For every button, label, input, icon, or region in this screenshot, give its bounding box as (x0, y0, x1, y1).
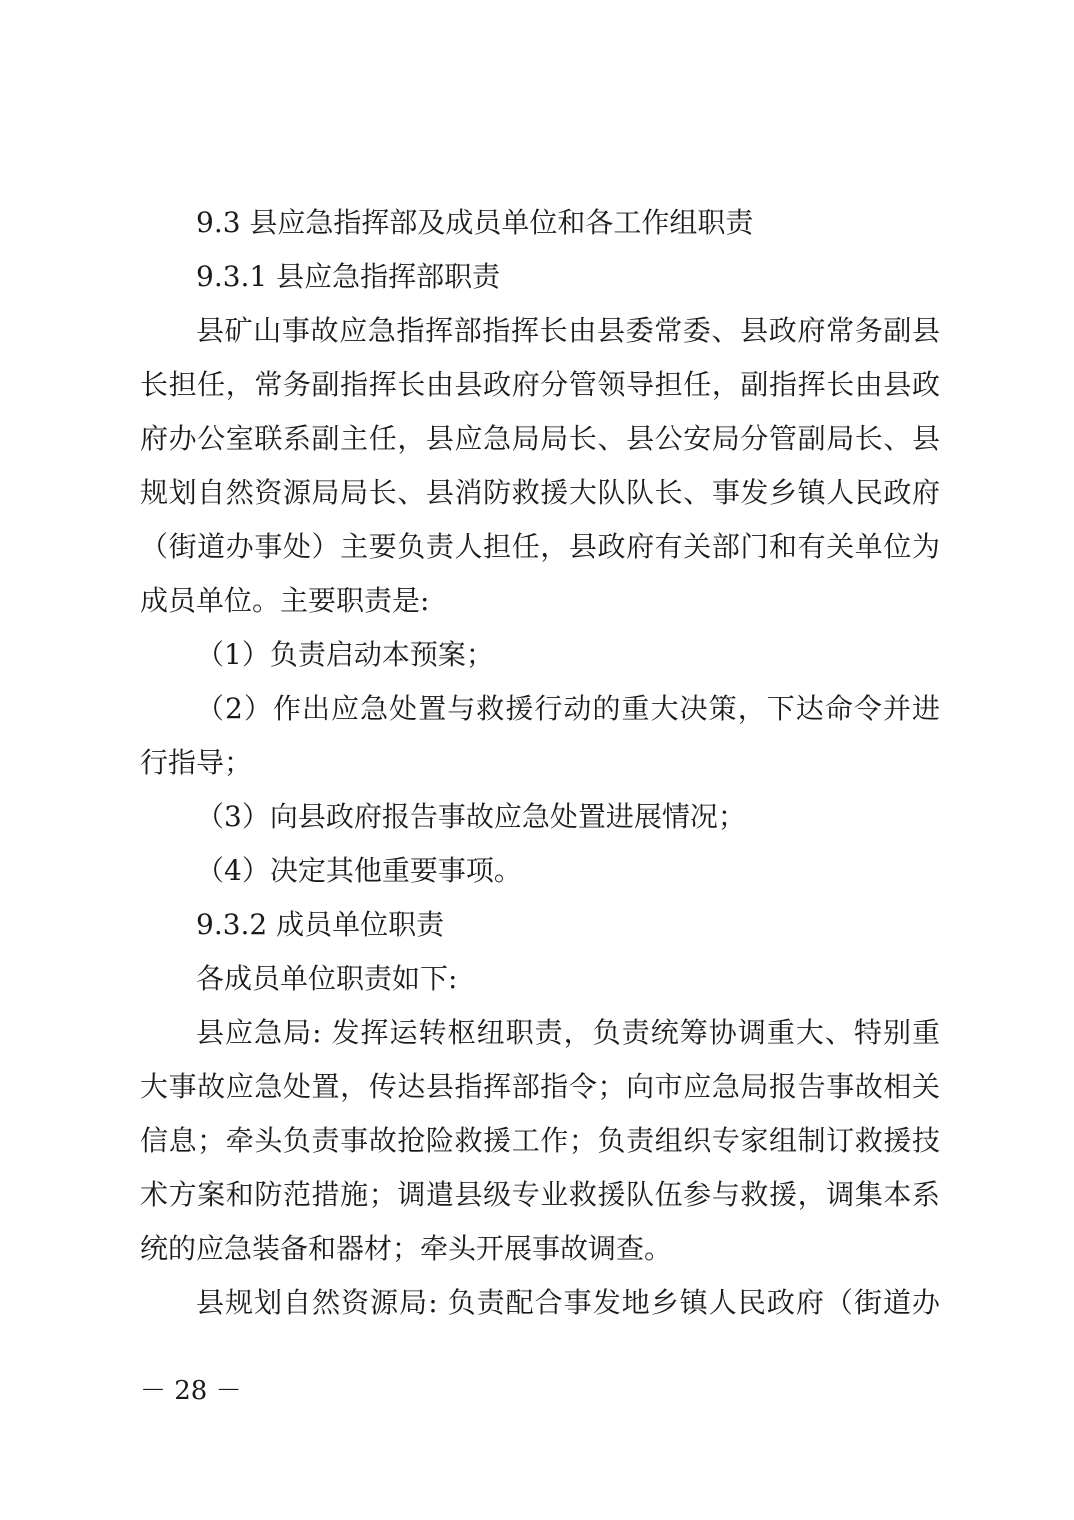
paragraph-line: 信息；牵头负责事故抢险救援工作；负责组织专家组制订救援技 (140, 1124, 940, 1157)
heading-9-3-1: 9.3.1 县应急指挥部职责 (196, 260, 501, 293)
list-item-2-continuation: 行指导； (140, 746, 253, 779)
paragraph-line: 府办公室联系副主任，县应急局局长、县公安局分管副局长、县 (140, 422, 940, 455)
list-item-3: （3）向县政府报告事故应急处置进展情况； (196, 800, 746, 833)
paragraph-line: 县规划自然资源局: 负责配合事发地乡镇人民政府（街道办 (196, 1286, 940, 1319)
paragraph-line: 大事故应急处置，传达县指挥部指令；向市应急局报告事故相关 (140, 1070, 940, 1103)
list-item-1: （1）负责启动本预案； (196, 638, 494, 671)
paragraph-line: （街道办事处）主要负责人担任，县政府有关部门和有关单位为 (140, 530, 940, 563)
heading-9-3: 9.3 县应急指挥部及成员单位和各工作组职责 (196, 206, 754, 239)
paragraph-line: 术方案和防范措施；调遣县级专业救援队伍参与救援，调集本系 (140, 1178, 940, 1211)
heading-9-3-2: 9.3.2 成员单位职责 (196, 908, 445, 941)
paragraph-line: 规划自然资源局局长、县消防救援大队队长、事发乡镇人民政府 (140, 476, 940, 509)
page-number: － 28 － (140, 1376, 242, 1406)
paragraph-line: 统的应急装备和器材；牵头开展事故调查。 (140, 1232, 673, 1265)
list-item-4: （4）决定其他重要事项。 (196, 854, 522, 887)
paragraph-line: 县应急局: 发挥运转枢纽职责，负责统筹协调重大、特别重 (196, 1016, 940, 1049)
list-item-2: （2）作出应急处置与救援行动的重大决策，下达命令并进 (196, 692, 940, 725)
members-intro: 各成员单位职责如下: (196, 962, 458, 995)
paragraph-line: 县矿山事故应急指挥部指挥长由县委常委、县政府常务副县 (196, 314, 940, 347)
paragraph-line: 长担任，常务副指挥长由县政府分管领导担任，副指挥长由县政 (140, 368, 940, 401)
paragraph-line: 成员单位。主要职责是: (140, 584, 430, 617)
